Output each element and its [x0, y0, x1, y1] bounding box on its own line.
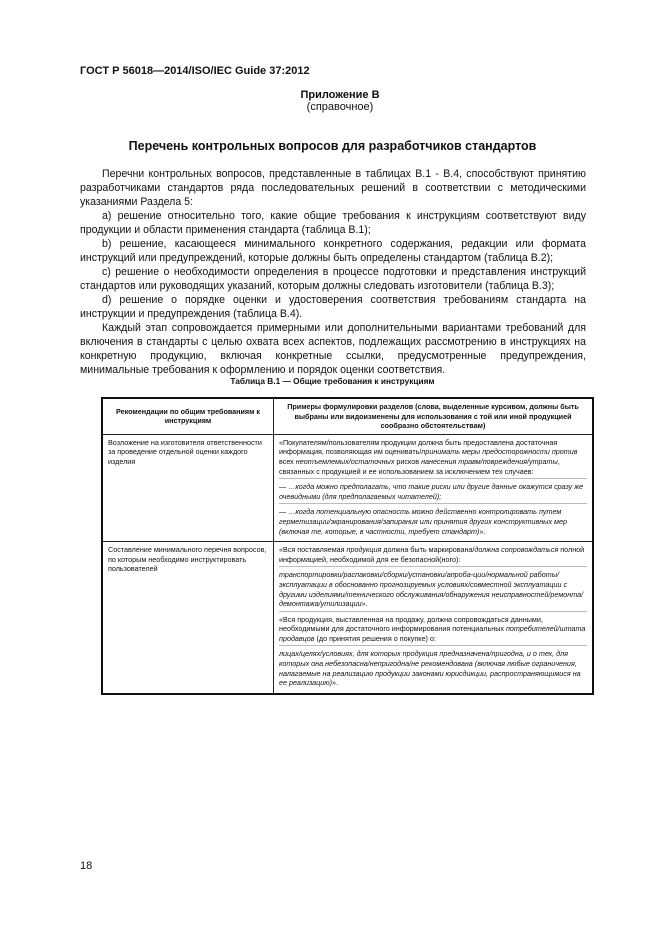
text: — …: [279, 482, 296, 492]
italic-text: продукция: [346, 545, 382, 555]
text: (до принятия решения о покупке) о:: [314, 633, 436, 643]
example-paragraph: [279, 438, 587, 479]
italic-text: должна сопровождаться: [474, 545, 559, 555]
paragraph: d) решение о порядке оценки и удостоверения соответствия требованиям стандарта на инструкции и предупреждения (таблица В.4).: [80, 294, 586, 320]
appendix-heading: [0, 89, 661, 113]
example-paragraph: [279, 649, 587, 689]
italic-text: когда можно предполагать, что такие риски или другие данные окажутся сразу же очевидными (для предполагаемых читателей);: [279, 482, 584, 501]
text: должна быть маркирована/: [381, 545, 475, 555]
text: «Вся поставляемая: [279, 545, 347, 555]
text: «Вся продукция, выставленная на продажу, должна сопровождаться данными, необходимыми для достаточного информирования потенциальных: [279, 614, 543, 634]
table-header-row: [102, 398, 593, 434]
body-text: [80, 167, 586, 377]
page-number: 18: [80, 860, 93, 872]
recommendation-cell: Составление минимального перечня вопросов, по которым необходимо инструктировать пользователей: [102, 542, 274, 694]
italic-text: принимать меры предосторожности против: [421, 447, 578, 457]
text: — …: [279, 507, 296, 517]
example-paragraph: [279, 570, 587, 611]
example-paragraph: [279, 507, 587, 538]
text: ».: [479, 526, 486, 536]
table-caption: Таблица В.1 — Общие требования к инструкциям: [230, 376, 435, 386]
example-paragraph: [279, 482, 587, 504]
appendix-note: (справочное): [306, 101, 374, 113]
text: всех: [279, 456, 296, 466]
italic-text: потребителей/штата продавцов: [279, 624, 586, 643]
italic-text: нанесения травм/повреждения/утраты: [421, 456, 558, 466]
section-title: Перечень контрольных вопросов для разработчиков стандартов: [128, 139, 537, 153]
document-header: ГОСТ Р 56018—2014/ISO/IEC Guide 37:2012: [80, 65, 310, 77]
italic-text: транспортировки/распаковки/сборки/установки/апроба-ции/нормальной работы/эксплуатации в обоснованно прогнозируемых условиях/совместной эксплуатации с другими изделиями/технического обслуживания/обнаружения неисправностей/ремонта/демонтажа/утилизации: [279, 570, 584, 609]
paragraph: Каждый этап сопровождается примерными или дополнительными вариантами требований для включения в стандарты с целью охвата всех аспектов, подлежащих рассмотрению в инструкциях на конкретную продукцию, включая конкретные ссылки, предусмотренные предупреждения, минимальные требования к оформлению и порядок оценки соответствия.: [80, 322, 586, 376]
example-paragraph: [279, 615, 587, 647]
paragraph: Перечни контрольных вопросов, представленные в таблицах В.1 - В.4, способствуют принятию разработчиками стандартов ряда последовательных решений в соответствии с методическими указаниями Раздела 5:: [80, 168, 586, 208]
table-row: [102, 434, 593, 541]
recommendation-cell: Возложение на изготовителя ответственности за проведение отдельной оценки каждого изделия: [102, 434, 274, 541]
column-header: Примеры формулировки разделов (слова, выделенные курсивом, должны быть выбраны или видоизменены для использования с той или иной продукцией сообразно обстоятельствам): [274, 398, 594, 434]
table-row: [102, 542, 593, 694]
requirements-table: [101, 397, 594, 695]
paragraph: b) решение, касающееся минимального конкретного содержания, редакции или формата инструкций или предупреждений, которые должны быть определены стандартом (таблица В.2);: [80, 238, 586, 264]
italic-text: лицах/целях/условиях, для которых продукция предназначена/пригодна, и о тех, для которых она небезопасна/непригодна/не рекомендована (включая любые ограничения, налагаемые на реализацию продукции законами юрисдикции, распространяющимися на ее реализацию): [279, 649, 581, 688]
italic-text: неотъемлемых/остаточных: [295, 456, 395, 466]
text: «Покупателям/пользователям продукции должна быть предоставлена достаточная информация, позволяющая им оценивать/: [279, 437, 558, 457]
column-header: Рекомендации по общим требованиям к инструкциям: [102, 398, 274, 434]
example-paragraph: [279, 545, 587, 567]
italic-text: когда потенциальную опасность можно действенно контролировать путем герметизации/экранирования/запирания или принятия других конструктивных мер (включая те, которые, в частности, требует стандарт): [279, 507, 567, 536]
text: рисков: [394, 456, 422, 466]
text: полной информацией, необходимой для ее безопасной(ного):: [279, 545, 585, 564]
paragraph: c) решение о необходимости определения в процессе подготовки и представления инструкций стандартов или руководящих указаний, которым должны следовать изготовители (таблица В.3);: [80, 266, 586, 292]
text: ».: [361, 599, 368, 609]
appendix-title: Приложение В: [300, 89, 380, 101]
text: , связанных с продукцией и ее использованием за исключением тех случаев:: [279, 456, 560, 476]
paragraph: a) решение относительно того, какие общие требования к инструкциям соответствуют виду продукции и области применения стандарта (таблица В.1);: [80, 210, 586, 236]
text: ».: [332, 678, 339, 688]
examples-cell: [274, 542, 594, 694]
examples-cell: [274, 434, 594, 541]
